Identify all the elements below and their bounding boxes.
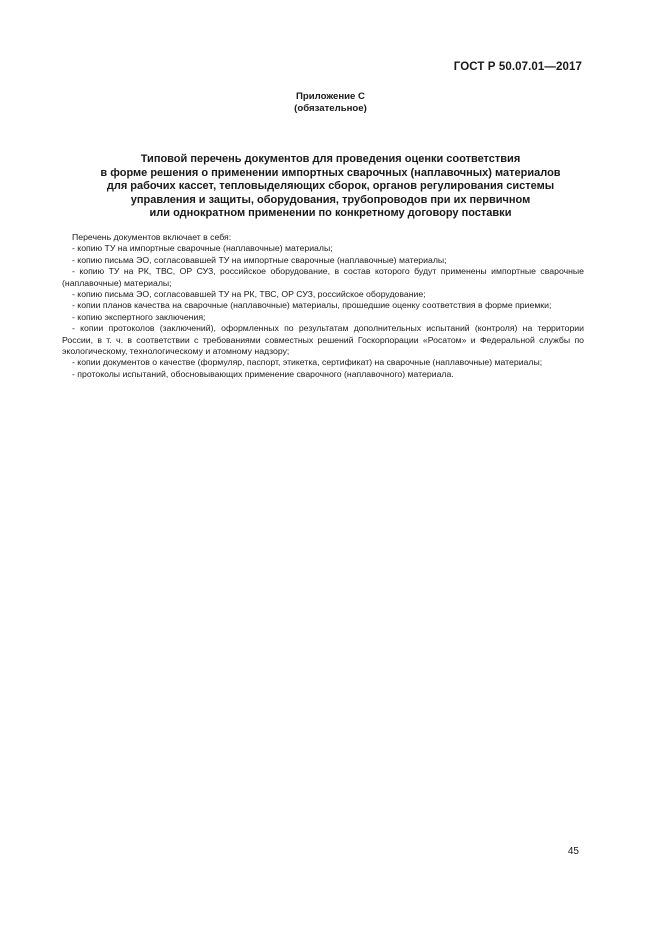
document-title-line: управления и защиты, оборудования, трубопроводов при их первичном — [130, 193, 531, 206]
list-item: - копию ТУ на РК, ТВС, ОР СУЗ, российское оборудование, в состав которого будут применены импортные сварочные (наплавочные) материалы; — [62, 266, 584, 288]
list-item: - копии документов о качестве (формуляр, паспорт, этикетка, сертификат) на сварочные (наплавочные) материалы; — [72, 357, 543, 368]
document-title-line: для рабочих кассет, тепловыделяющих сборок, органов регулирования системы — [106, 180, 555, 193]
list-item: - копию ТУ на импортные сварочные (наплавочные) материалы; — [72, 243, 333, 254]
list-item: - протоколы испытаний, обосновывающих применение сварочного (наплавочного) материала. — [72, 368, 454, 379]
document-title-line: в форме решения о применении импортных сварочных (наплавочных) материалов — [100, 166, 561, 179]
appendix-title: Приложение С — [296, 91, 365, 102]
document-body — [62, 232, 584, 380]
document-title-line: Типовой перечень документов для проведения оценки соответствия — [140, 153, 521, 165]
standard-code: ГОСТ Р 50.07.01—2017 — [453, 61, 582, 73]
list-item: - копии протоколов (заключений), оформленных по результатам дополнительных испытаний (контроля) на территории России, в т. ч. в соответствии с требованиями совместных решений Госкорпорации «Росатом» и Федеральной службы по экологическому, технологическому и атомному надзору; — [62, 323, 584, 357]
list-item: - копии планов качества на сварочные (наплавочные) материалы, прошедшие оценку соответствия в форме приемки; — [72, 300, 552, 311]
body-intro: Перечень документов включает в себя: — [72, 232, 232, 242]
list-item: - копию письма ЭО, согласовавшей ТУ на импортные сварочные (наплавочные) материалы; — [72, 254, 447, 265]
document-title — [70, 153, 591, 221]
list-item: - копию письма ЭО, согласовавшей ТУ на РК, ТВС, ОР СУЗ, российское оборудование; — [72, 289, 426, 300]
appendix-status: (обязательное) — [294, 103, 367, 114]
appendix-heading — [0, 91, 661, 115]
list-item: - копию экспертного заключения; — [72, 311, 206, 322]
document-title-line: или однократном применении по конкретному договору поставки — [149, 207, 512, 220]
page-number: 45 — [567, 846, 579, 857]
